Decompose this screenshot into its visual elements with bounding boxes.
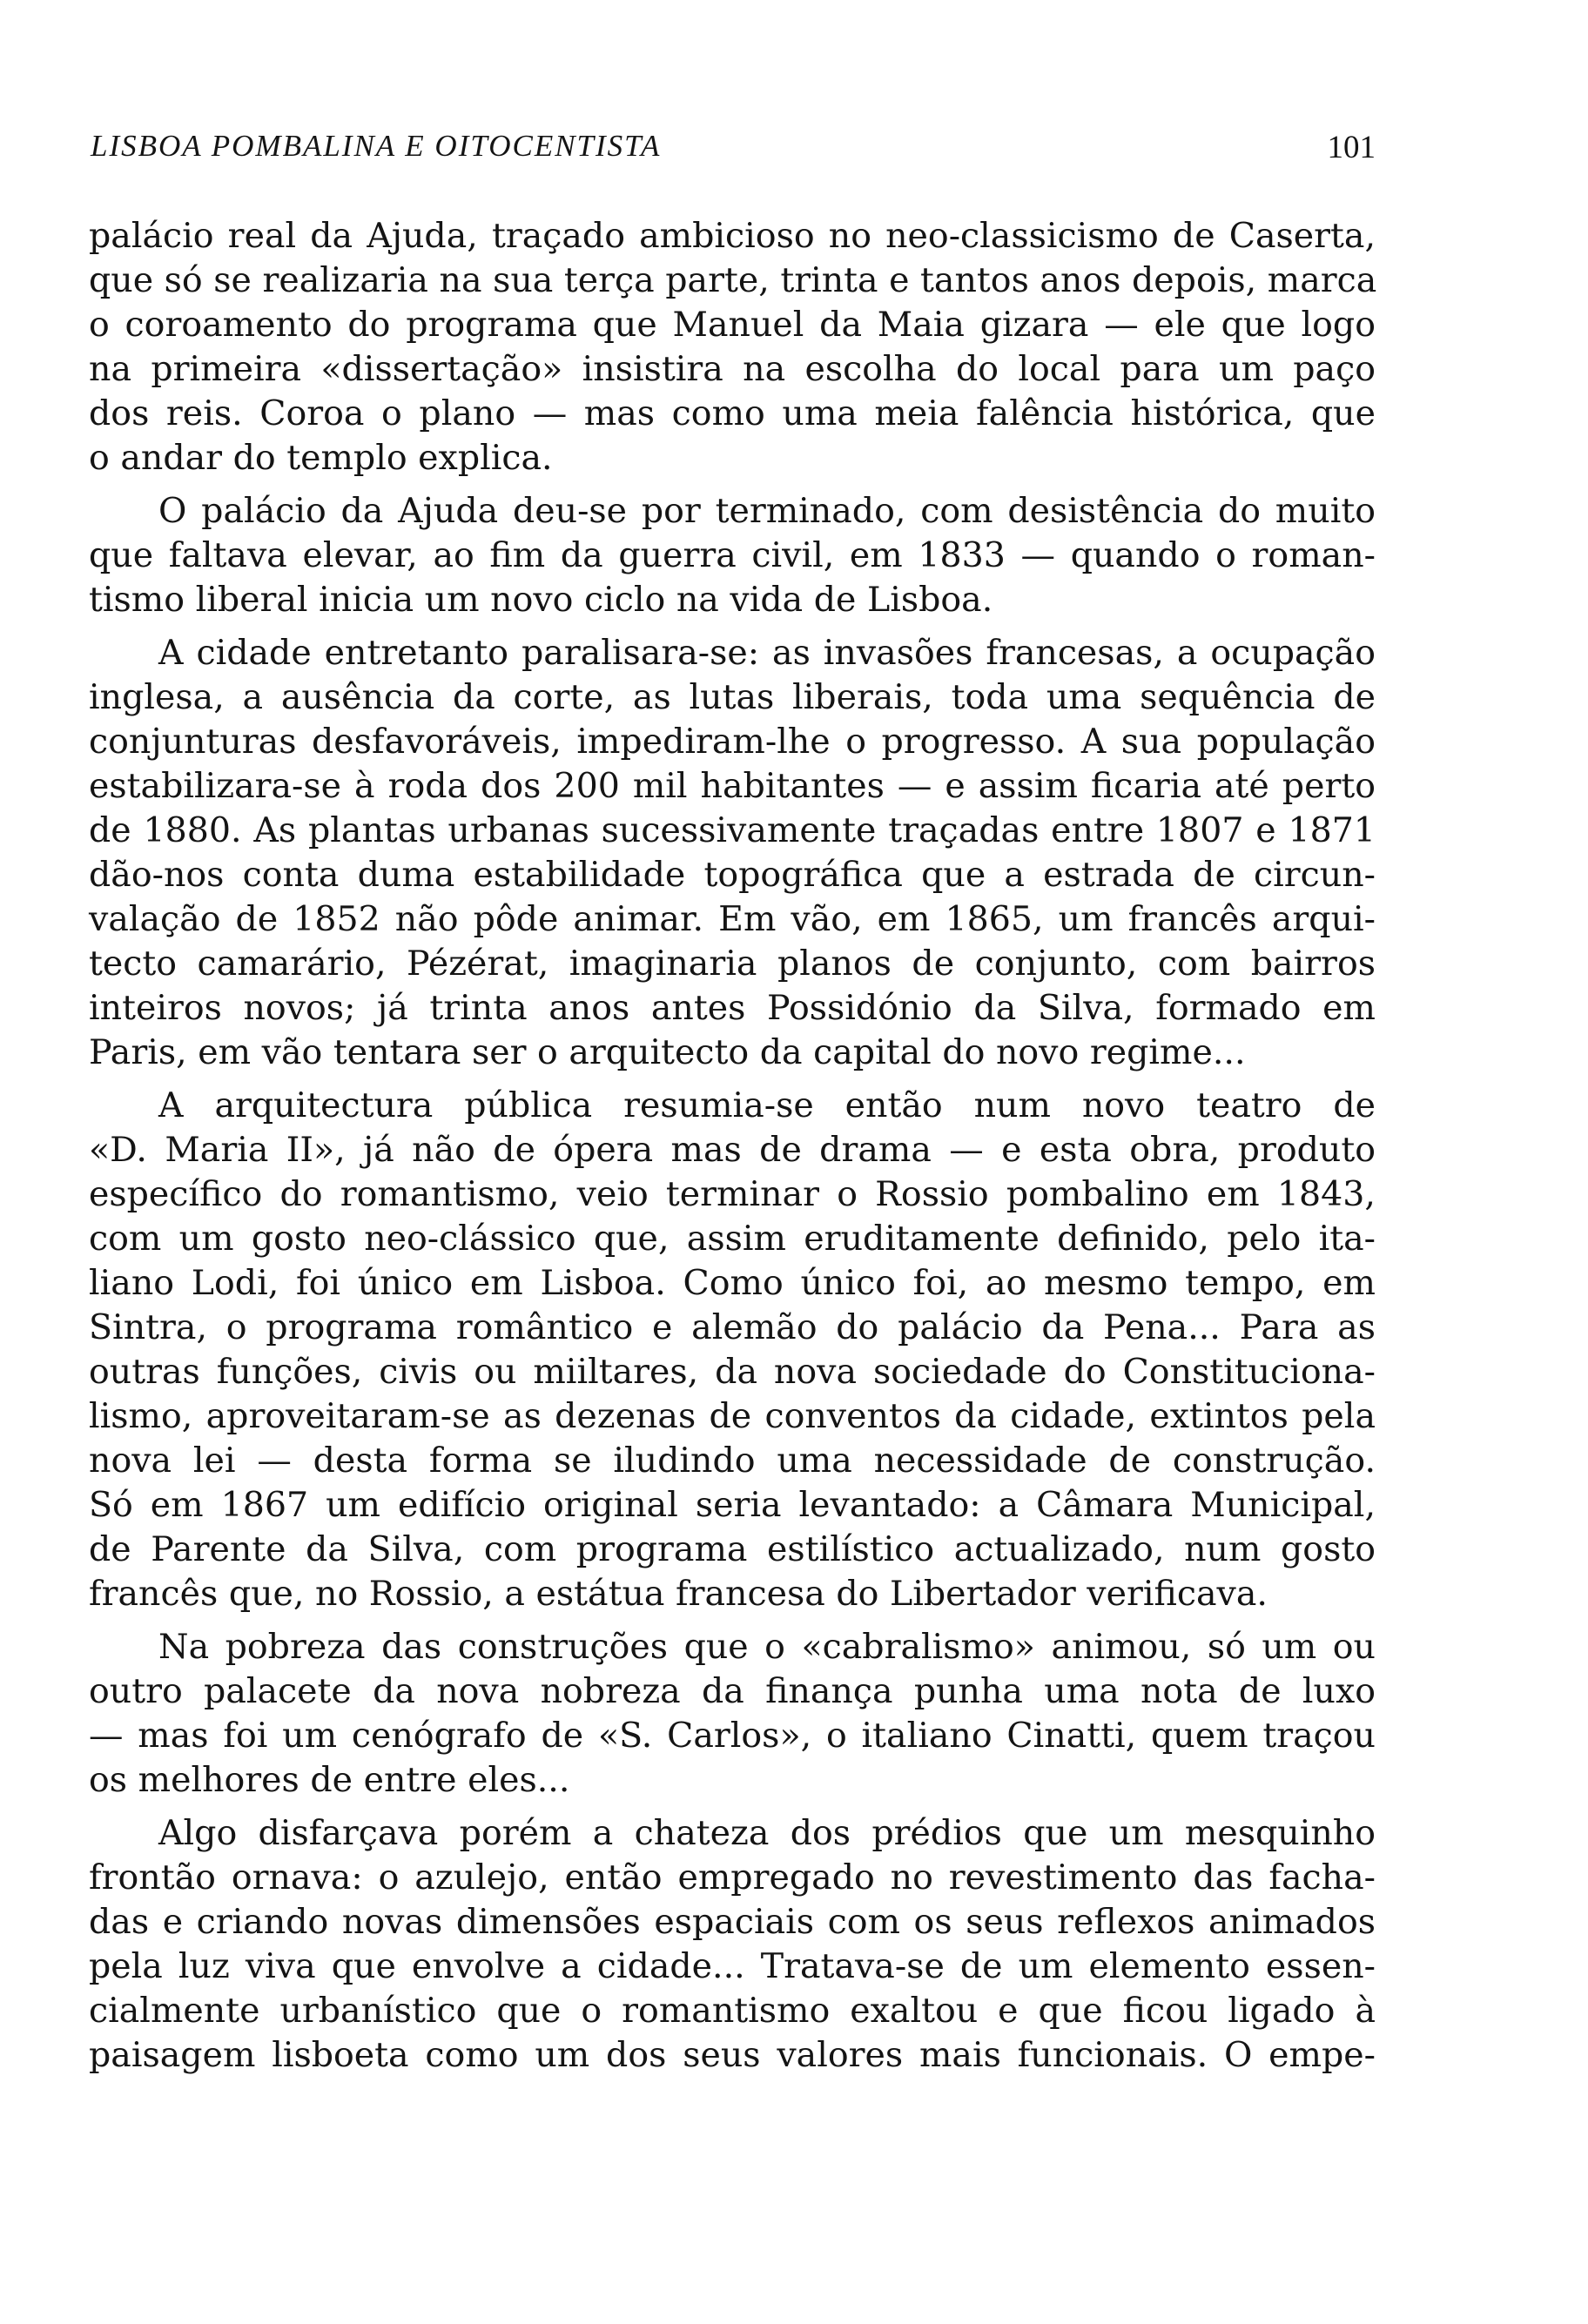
paragraph bbox=[89, 1811, 1376, 2078]
text-line: de 1880. As plantas urbanas sucessivamente traçadas entre 1807 e 1871 bbox=[89, 810, 1376, 850]
text-line: inglesa, a ausência da corte, as lutas liberais, toda uma sequência de bbox=[89, 677, 1376, 717]
text-line: tecto camarário, Pézérat, imaginaria planos de conjunto, com bairros bbox=[89, 944, 1376, 984]
text-line: paisagem lisboeta como um dos seus valores mais funcionais. O empe- bbox=[89, 2035, 1376, 2075]
text-line: pela luz viva que envolve a cidade... Tratava-se de um elemento essen- bbox=[89, 1946, 1376, 1986]
text-line: dão-nos conta duma estabilidade topográfica que a estrada de circun- bbox=[89, 855, 1376, 895]
text-line: que faltava elevar, ao fim da guerra civil, em 1833 — quando o roman- bbox=[89, 535, 1376, 575]
text-line: que só se realizaria na sua terça parte, trinta e tantos anos depois, marca bbox=[89, 260, 1377, 300]
text-line: — mas foi um cenógrafo de «S. Carlos», o italiano Cinatti, quem traçou bbox=[89, 1716, 1376, 1756]
body-text bbox=[89, 214, 1376, 2078]
text-line: «D. Maria II», já não de ópera mas de drama — e esta obra, produto bbox=[89, 1130, 1376, 1170]
text-line: com um gosto neo-clássico que, assim eruditamente definido, pelo ita- bbox=[89, 1219, 1376, 1259]
text-line: os melhores de entre eles... bbox=[89, 1760, 570, 1800]
text-line: tismo liberal inicia um novo ciclo na vida de Lisboa. bbox=[89, 580, 993, 620]
paragraph bbox=[89, 214, 1376, 480]
text-line: Só em 1867 um edifício original seria levantado: a Câmara Municipal, bbox=[89, 1485, 1376, 1525]
running-title: LISBOA POMBALINA E OITOCENTISTA bbox=[91, 129, 662, 163]
text-line: estabilizara-se à roda dos 200 mil habitantes — e assim ficaria até perto bbox=[89, 766, 1376, 806]
text-line: Sintra, o programa romântico e alemão do palácio da Pena... Para as bbox=[89, 1307, 1376, 1347]
text-line: valação de 1852 não pôde animar. Em vão, em 1865, um francês arqui- bbox=[89, 899, 1376, 939]
text-line: nova lei — desta forma se iludindo uma necessidade de construção. bbox=[89, 1441, 1376, 1481]
text-line: palácio real da Ajuda, traçado ambicioso no neo-classicismo de Caserta, bbox=[89, 216, 1376, 256]
paragraph bbox=[89, 631, 1376, 1075]
text-line: A arquitectura pública resumia-se então num novo teatro de bbox=[158, 1085, 1376, 1125]
text-line: Algo disfarçava porém a chateza dos prédios que um mesquinho bbox=[158, 1813, 1376, 1853]
text-line: A cidade entretanto paralisara-se: as invasões francesas, a ocupação bbox=[158, 633, 1376, 673]
text-line: outras funções, civis ou miiltares, da nova sociedade do Constituciona- bbox=[89, 1352, 1376, 1392]
text-line: conjunturas desfavoráveis, impediram-lhe o progresso. A sua população bbox=[89, 722, 1376, 762]
text-line: de Parente da Silva, com programa estilístico actualizado, num gosto bbox=[89, 1529, 1376, 1569]
text-line: cialmente urbanístico que o romantismo exaltou e que ficou ligado à bbox=[89, 1991, 1376, 2031]
text-line: das e criando novas dimensões espaciais com os seus reflexos animados bbox=[89, 1902, 1376, 1942]
paragraph bbox=[89, 1084, 1376, 1616]
text-line: O palácio da Ajuda deu-se por terminado, com desistência do muito bbox=[158, 491, 1376, 531]
paragraph bbox=[89, 1625, 1376, 1803]
text-line: francês que, no Rossio, a estátua francesa do Libertador verificava. bbox=[89, 1574, 1268, 1614]
text-line: Paris, em vão tentara ser o arquitecto da capital do novo regime... bbox=[89, 1032, 1246, 1072]
text-line: outro palacete da nova nobreza da finança punha uma nota de luxo bbox=[89, 1671, 1376, 1711]
text-line: inteiros novos; já trinta anos antes Possidónio da Silva, formado em bbox=[89, 988, 1376, 1028]
text-line: específico do romantismo, veio terminar o Rossio pombalino em 1843, bbox=[89, 1174, 1376, 1214]
text-line: Na pobreza das construções que o «cabralismo» animou, só um ou bbox=[158, 1627, 1376, 1667]
text-line: dos reis. Coroa o plano — mas como uma meia falência histórica, que bbox=[89, 393, 1376, 433]
paragraph bbox=[89, 489, 1376, 622]
running-header bbox=[91, 129, 1376, 172]
page-number: 101 bbox=[1327, 130, 1376, 165]
text-line: lismo, aproveitaram-se as dezenas de conventos da cidade, extintos pela bbox=[89, 1396, 1376, 1436]
text-line: frontão ornava: o azulejo, então empregado no revestimento das facha- bbox=[89, 1857, 1376, 1897]
text-line: o coroamento do programa que Manuel da Maia gizara — ele que logo bbox=[89, 305, 1376, 345]
text-line: liano Lodi, foi único em Lisboa. Como único foi, ao mesmo tempo, em bbox=[89, 1263, 1376, 1303]
text-line: o andar do templo explica. bbox=[89, 438, 553, 478]
text-line: na primeira «dissertação» insistira na escolha do local para um paço bbox=[89, 349, 1376, 389]
